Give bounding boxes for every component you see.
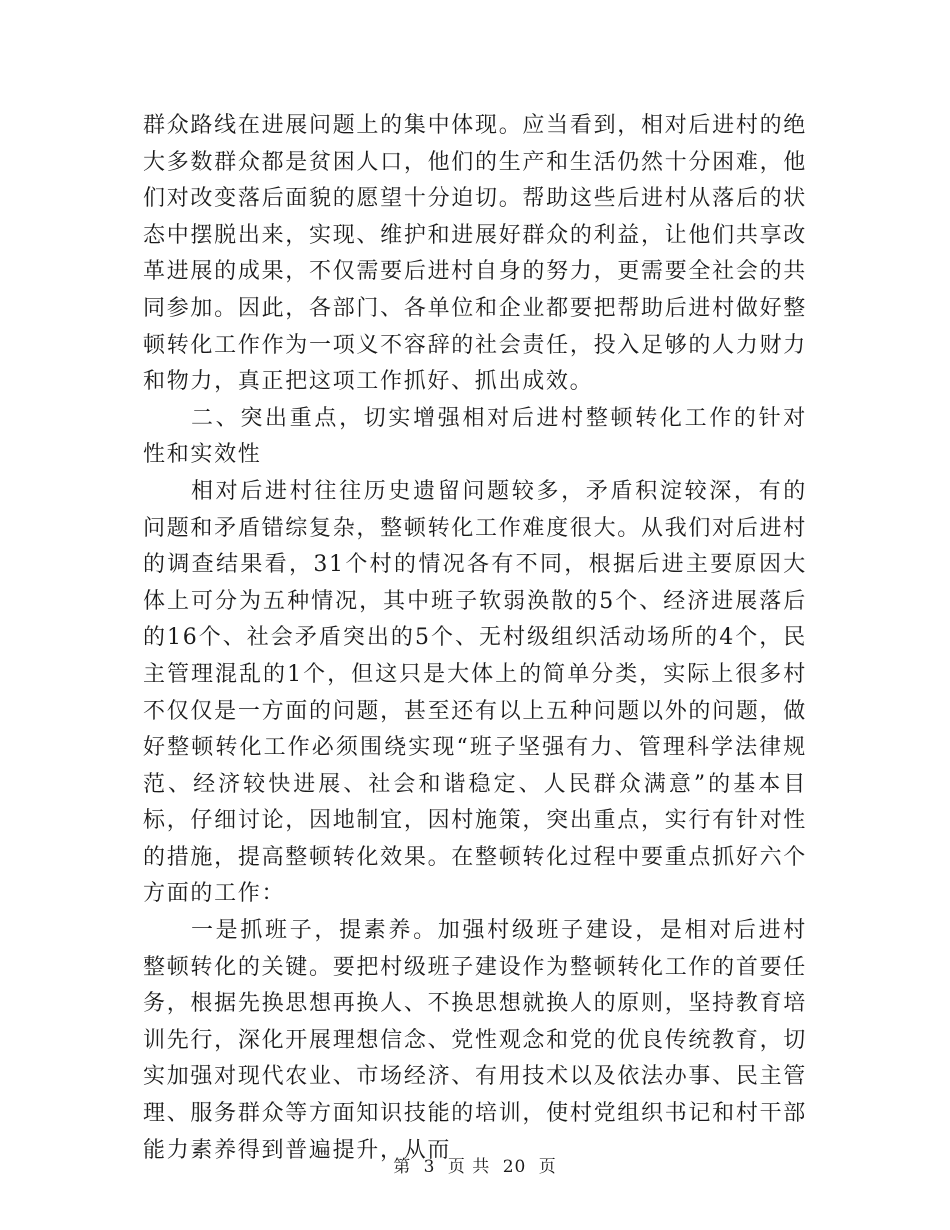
paragraph: 一是抓班子，提素养。加强村级班子建设，是相对后进村整顿转化的关键。要把村级班子建设作为整顿转化工作的首要任务，根据先换思想再换人、不换思想就换人的原则，坚持教育培训先行，深化开展理想信念、党性观念和党的优良传统教育，切实加强对现代农业、市场经济、有用技术以及依法办事、民主管理、服务群众等方面知识技能的培训，使村党组织书记和村干部能力素养得到普遍提升，从而 [143,918,807,1163]
page-suffix: 页 [538,1157,557,1177]
body-text [143,108,807,1169]
paragraph-continued: 群众路线在进展问题上的集中体现。应当看到，相对后进村的绝大多数群众都是贫困人口，他们的生产和生活仍然十分困难，他们对改变落后面貌的愿望十分迫切。帮助这些后进村从落后的状态中摆脱出来，实现、维护和进展好群众的利益，让他们共享改革进展的成果，不仅需要后进村自身的努力，更需要全社会的共同参加。因此，各部门、各单位和企业都要把帮助后进村做好整顿转化工作作为一项义不容辞的社会责任，投入足够的人力财力和物力，真正把这项工作抓好、抓出成效。 [143,113,807,395]
page-mid: 页 共 [447,1157,491,1177]
paragraph: 相对后进村往往历史遗留问题较多，矛盾积淀较深，有的问题和矛盾错综复杂，整顿转化工作难度很大。从我们对后进村的调查结果看，31个村的情况各有不同，根据后进主要原因大体上可分为五种情况，其中班子软弱涣散的5个、经济进展落后的16个、社会矛盾突出的5个、无村级组织活动场所的4个，民主管理混乱的1个，但这只是大体上的简单分类，实际上很多村不仅仅是一方面的问题，甚至还有以上五种问题以外的问题，做好整顿转化工作必须围绕实现“班子坚强有力、管理科学法律规范、经济较快进展、社会和谐稳定、人民群众满意”的基本目标，仔细讨论，因地制宜，因村施策，突出重点，实行有针对性的措施，提高整顿转化效果。在整顿转化过程中要重点抓好六个方面的工作： [143,478,807,907]
section-heading: 二、突出重点，切实增强相对后进村整顿转化工作的针对性和实效性 [143,405,807,468]
page-footer [0,1152,950,1177]
total-pages: 20 [502,1157,527,1177]
page-prefix: 第 [393,1157,412,1177]
page-number: 3 [423,1157,436,1177]
